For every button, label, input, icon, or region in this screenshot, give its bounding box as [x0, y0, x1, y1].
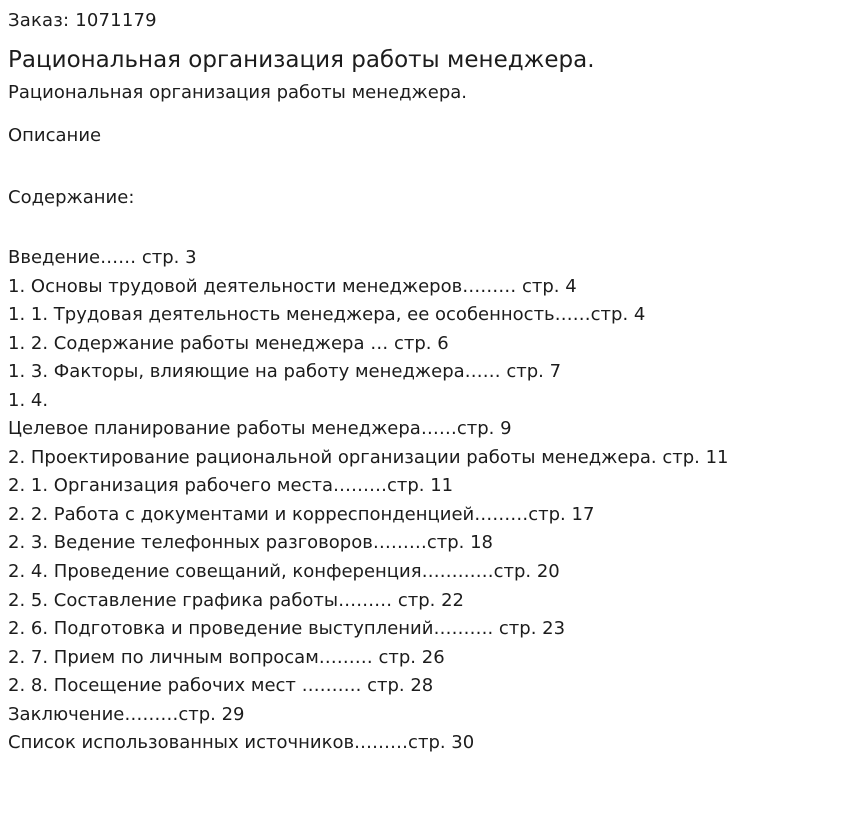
toc-heading: Содержание:: [8, 187, 135, 208]
toc-item: 2. 3. Ведение телефонных разговоров………стр. 18: [8, 532, 493, 554]
toc-item: 2. 5. Составление графика работы……… стр. 22: [8, 589, 465, 611]
toc-item: 1. 1. Трудовая деятельность менеджера, ее особенность……стр. 4: [8, 304, 646, 326]
toc-item: Заключение………стр. 29: [8, 703, 245, 725]
toc-item: 1. 3. Факторы, влияющие на работу менеджера…… стр. 7: [8, 361, 562, 383]
toc-item: 2. 4. Проведение совещаний, конференция…………стр. 20: [8, 561, 560, 583]
toc-item: 2. 8. Посещение рабочих мест ………. стр. 28: [8, 675, 434, 697]
page-subtitle: Рациональная организация работы менеджера.: [8, 82, 467, 103]
toc-item: Список использованных источников………стр. 30: [8, 732, 475, 754]
order-number: Заказ: 1071179: [8, 10, 157, 31]
toc-item: 1. 2. Содержание работы менеджера … стр. 6: [8, 332, 449, 354]
toc-item: Введение…… стр. 3: [8, 247, 197, 268]
toc-item: 2. 6. Подготовка и проведение выступлений………. стр. 23: [8, 618, 566, 640]
page-title: Рациональная организация работы менеджера.: [8, 47, 595, 73]
toc-item: Целевое планирование работы менеджера……стр. 9: [8, 418, 512, 440]
toc-item: 2. Проектирование рациональной организации работы менеджера. стр. 11: [8, 446, 729, 468]
toc-item: 2. 2. Работа с документами и корреспонденцией………стр. 17: [8, 503, 595, 525]
toc-item: 2. 7. Прием по личным вопросам……… стр. 26: [8, 646, 445, 668]
table-of-contents: [8, 244, 839, 758]
toc-item: 2. 1. Организация рабочего места………стр. 11: [8, 475, 454, 497]
description-heading: Описание: [8, 125, 102, 146]
toc-item: 1. Основы трудовой деятельности менеджеров……… стр. 4: [8, 275, 577, 297]
toc-item: 1. 4.: [8, 389, 49, 411]
